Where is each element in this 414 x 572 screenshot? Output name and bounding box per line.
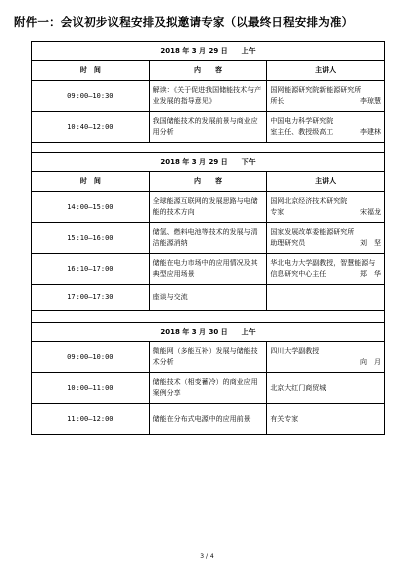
row-content: 座谈与交流 xyxy=(149,285,267,311)
row-content: 储能技术（相变蓄冷）的商业应用案例分享 xyxy=(149,373,267,404)
page-number: 3 / 4 xyxy=(200,553,214,560)
row-content: 储氢、燃料电池等技术的发展与清洁能源消纳 xyxy=(149,223,267,254)
row-speaker xyxy=(267,223,385,254)
table-row xyxy=(32,285,385,311)
document-title: 附件一：会议初步议程安排及拟邀请专家（以最终日程安排为准） xyxy=(14,15,354,29)
speaker-name: 宋福龙 xyxy=(360,208,381,216)
table-row xyxy=(32,223,385,254)
speaker-title: 室主任、教授级高工 xyxy=(270,128,334,136)
header-speaker: 主讲人 xyxy=(267,61,385,81)
table-row xyxy=(32,342,385,373)
table-row xyxy=(32,254,385,285)
speaker-name: 向 月 xyxy=(360,358,381,366)
speaker-title: 助理研究员 xyxy=(270,239,306,247)
row-speaker xyxy=(267,404,385,435)
agenda-table xyxy=(31,41,385,525)
speaker-affiliation: 国网能源研究院新能源研究所 xyxy=(270,86,362,94)
speaker-affiliation: 中国电力科学研究院 xyxy=(270,117,334,125)
row-speaker xyxy=(267,373,385,404)
speaker-affiliation: 四川大学副教授 xyxy=(270,347,320,355)
row-content: 我国储能技术的发展前景与商业应用分析 xyxy=(149,112,267,143)
speaker-name: 郑 华 xyxy=(360,270,381,278)
speaker-title: 专家 xyxy=(270,208,285,216)
row-content: 解读：《关于促进我国储能技术与产业发展的指导意见》 xyxy=(149,81,267,112)
day-heading: 2018 年 3 月 30 日 上午 xyxy=(32,323,385,342)
table-row xyxy=(32,192,385,223)
header-content: 内 容 xyxy=(149,172,267,192)
row-content: 储能在分布式电源中的应用前景 xyxy=(149,404,267,435)
speaker-affiliation: 有关专家 xyxy=(270,414,299,423)
row-time: 16:10—17:00 xyxy=(32,254,150,285)
day-row xyxy=(32,153,385,172)
row-time: 10:00—11:00 xyxy=(32,373,150,404)
header-time: 时 间 xyxy=(32,172,150,192)
speaker-affiliation: 国家发展改革委能源研究所 xyxy=(270,228,355,236)
row-speaker xyxy=(267,254,385,285)
header-speaker: 主讲人 xyxy=(267,172,385,192)
row-time: 17:00—17:30 xyxy=(32,285,150,311)
row-time: 15:10—16:00 xyxy=(32,223,150,254)
speaker-affiliation: 华北电力大学副教授，智慧能源与 xyxy=(270,259,376,267)
row-content: 储能在电力市场中的应用情况及其典型应用场景 xyxy=(149,254,267,285)
spacer-row xyxy=(32,143,385,153)
row-speaker xyxy=(267,112,385,143)
column-header-row xyxy=(32,172,385,192)
row-speaker xyxy=(267,285,385,311)
header-content: 内 容 xyxy=(149,61,267,81)
speaker-name: 李建林 xyxy=(360,128,381,136)
table-row xyxy=(32,81,385,112)
speaker-name: 李琼慧 xyxy=(360,97,381,105)
row-time: 09:00—10:00 xyxy=(32,342,150,373)
table-row xyxy=(32,112,385,143)
speaker-affiliation: 国网北京经济技术研究院 xyxy=(270,197,348,205)
day-heading: 2018 年 3 月 29 日 下午 xyxy=(32,153,385,172)
row-speaker xyxy=(267,342,385,373)
speaker-affiliation: 北京大红门商贸城 xyxy=(270,383,327,392)
day-row xyxy=(32,42,385,61)
table-row xyxy=(32,373,385,404)
header-time: 时 间 xyxy=(32,61,150,81)
column-header-row xyxy=(32,61,385,81)
spacer-row xyxy=(32,311,385,323)
table-row xyxy=(32,404,385,435)
day-row xyxy=(32,323,385,342)
row-time: 14:00—15:00 xyxy=(32,192,150,223)
row-speaker xyxy=(267,81,385,112)
day-heading: 2018 年 3 月 29 日 上午 xyxy=(32,42,385,61)
speaker-name: 刘 坚 xyxy=(360,239,381,247)
spacer-row xyxy=(32,435,385,525)
row-content: 全球能源互联网的发展思路与电储能的技术方向 xyxy=(149,192,267,223)
row-time: 10:40—12:00 xyxy=(32,112,150,143)
speaker-title: 信息研究中心主任 xyxy=(270,270,327,278)
speaker-title: 所长 xyxy=(270,97,285,105)
row-time: 11:00—12:00 xyxy=(32,404,150,435)
row-time: 09:00—10:30 xyxy=(32,81,150,112)
row-content: 微能网（多能互补）发展与储能技术分析 xyxy=(149,342,267,373)
row-speaker xyxy=(267,192,385,223)
